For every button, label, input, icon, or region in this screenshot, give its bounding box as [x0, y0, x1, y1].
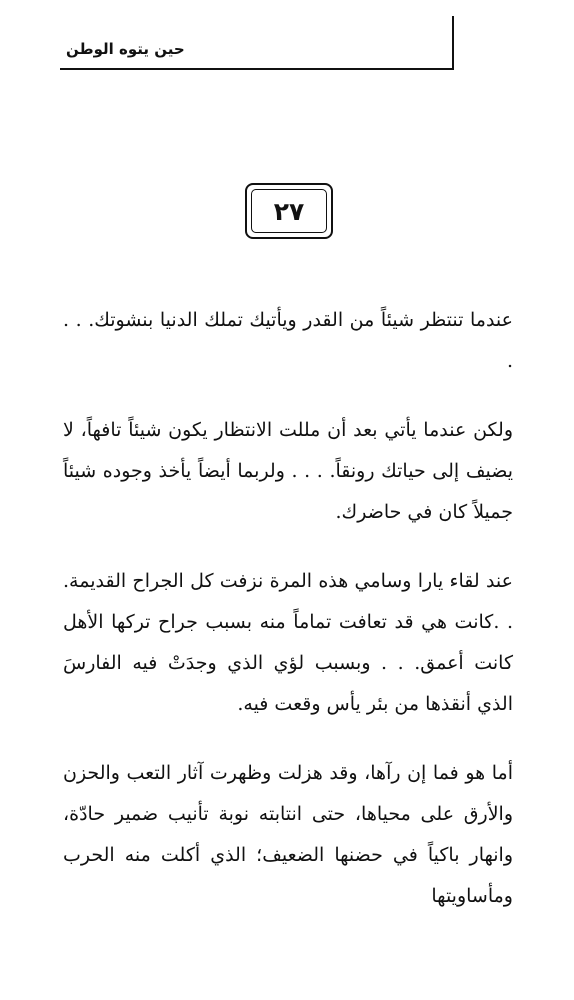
chapter-body [63, 300, 513, 917]
paragraph: ولكن عندما يأتي بعد أن مللت الانتظار يكون شيئاً تافهاً، لا يضيف إلى حياتك رونقاً. . . . ولربما أيضاً يأخذ وجوده شيئاً جميلاً كان في حاضرك. [63, 419, 513, 523]
running-header [60, 38, 454, 70]
paragraph: عندما تنتظر شيئاً من القدر ويأتيك تملك الدنيا بنشوتك. . . . [63, 309, 513, 372]
chapter-number-frame [245, 183, 333, 239]
chapter-number: ٢٧ [273, 196, 305, 226]
paragraph: أما هو فما إن رآها، وقد هزلت وظهرت آثار التعب والحزن والأرق على محياها، حتى انتابته نوبة تأنيب ضمير حادّة، وانهار باكياً في حضنها الضعيف؛ الذي أكلت منه الحرب ومأساويتها [63, 762, 513, 907]
chapter-number-inner-frame [251, 189, 327, 233]
book-title: حين يتوه الوطن [66, 40, 185, 58]
paragraph: عند لقاء يارا وسامي هذه المرة نزفت كل الجراح القديمة. . .كانت هي قد تعافت تماماً منه بسبب جراح تركها الأهل كانت أعمق. . . وبسبب لؤي الذي وجدَتْ فيه الفارسَ الذي أنقذها من بئر يأس وقعت فيه. [63, 570, 513, 715]
